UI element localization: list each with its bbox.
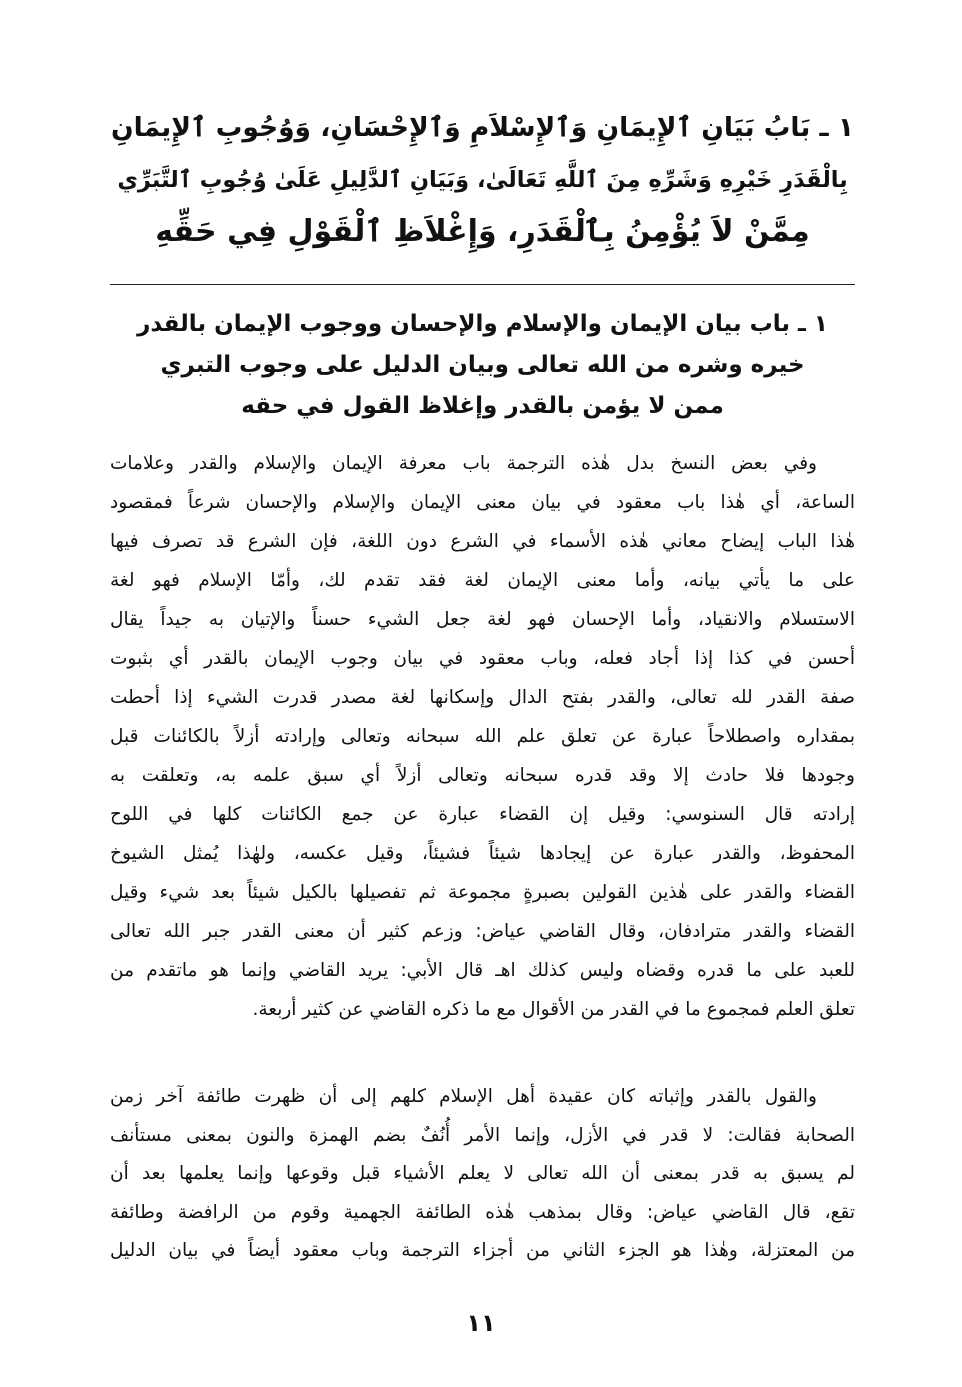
- paragraph-line: وفي بعض النسخ بدل هٰذه الترجمة باب معرفة الإيمان والإسلام والقدر وعلامات: [110, 453, 817, 474]
- paragraph-line: تقع، قال القاضي عياض: وقال بمذهب هٰذه الطائفة الجهمية وقوم من الرافضة وطائفة: [110, 1201, 855, 1223]
- chapter-heading-line: مِمَّنْ لاَ يُؤْمِنُ بِٱلْقَدَرِ، وَإِغْلاَظِ ٱلْقَوْلِ فِي حَقِّهِ: [155, 214, 810, 249]
- paragraph-line: من المعتزلة، وهٰذا هو الجزء الثاني من أجزاء الترجمة وباب معقود أيضاً في بيان الدليل: [110, 1240, 855, 1261]
- paragraph-line: للعبد على ما قدره وقضاه وليس كذلك اهـ قال الأبي: يريد القاضي وإنما هو ماتقدم من: [110, 960, 855, 981]
- paragraph-line: صفة القدر لله تعالى، والقدر بفتح الدال وإسكانها لغة مصدر قدرت الشيء إذا أحطت: [110, 687, 855, 708]
- paragraph-line: لم يسبق به قدر بمعنى أن الله تعالى لا يعلم الأشياء قبل وقوعها وإنما يعلمها بعد أن: [110, 1163, 855, 1184]
- paragraph-line: والقول بالقدر وإثباته كان عقيدة أهل الإسلام كلهم إلى أن ظهرت طائفة آخر زمن: [110, 1086, 817, 1107]
- chapter-heading-line: ١ ـ بَابُ بَيَانِ ٱلإِيمَانِ وَٱلإِسْلاَمِ وَٱلإِحْسَانِ، وَوُجُوبِ ٱلإِيمَانِ: [110, 112, 855, 143]
- chapter-subheading-line: ١ ـ باب بيان الإيمان والإسلام والإحسان ووجوب الإيمان بالقدر: [137, 311, 828, 337]
- paragraph-line: وجودها فلا حادث إلا وقد قدره سبحانه وتعالى أزلاً أي سبق علمه به، وتعلقت به: [110, 765, 855, 786]
- chapter-heading-line: بِالْقَدَرِ خَيْرِهِ وَشَرِّهِ مِنَ ٱللَّهِ تَعَالَىٰ، وَبَيَانِ ٱلدَّلِيلِ عَلَىٰ وُجُوبِ ٱلتَّبَرِّي: [117, 167, 848, 193]
- chapter-subheading-line: خيره وشره من الله تعالى وبيان الدليل على وجوب التبري: [160, 352, 805, 378]
- paragraph-line: الاستسلام والانقياد، وأما الإحسان فهو لغة جعل الشيء حسناً والإتيان به جيداً يقال: [110, 609, 855, 630]
- paragraph-line: القضاء والقدر مترادفان، وقال القاضي عياض: وزعم كثير أن معنى القدر جبر الله تعالى: [110, 921, 855, 942]
- paragraph-line: القضاء والقدر على هٰذين القولين بصبرةٍ مجموعة ثم تفصيلها بالكيل شيئاً بعد شيء وقيل: [110, 882, 855, 903]
- page-number: ١١: [466, 1309, 496, 1337]
- section-divider: [110, 284, 855, 285]
- paragraph-line: هٰذا الباب إيضاح معاني هٰذه الأسماء في الشرع دون اللغة، فإن الشرع قد تصرف فيها: [110, 531, 855, 552]
- paragraph-line: الصحابة فقالت: لا قدر في الأزل، وإنما الأمر أُنُفٌ بضم الهمزة والنون بمعنى مستأنف: [110, 1124, 855, 1146]
- chapter-subheading: [110, 304, 855, 427]
- paragraph-line: تعلق العلم فمجموع ما في القدر من الأقوال مع ما ذكره القاضي عن كثير أربعة.: [252, 999, 855, 1020]
- paragraph-line: إرادته قال السنوسي: وقيل إن القضاء عبارة عن جمع الكائنات كلها في اللوح: [110, 804, 855, 825]
- paragraph-line: على ما يأتي بيانه، وأما معنى الإيمان لغة فقد تقدم لك، وأمّا الإسلام فهو لغة: [110, 570, 855, 591]
- paragraph-line: أحسن في كذا إذا أجاد فعله، وباب معقود في بيان وجوب الإيمان بالقدر أي بثبوت: [110, 648, 855, 669]
- paragraph-line: بمقداره واصطلاحاً عبارة عن تعلق علم الله سبحانه وتعالى وإرادته أزلاً بالكائنات قبل: [110, 726, 855, 747]
- chapter-subheading-line: ممن لا يؤمن بالقدر وإغلاظ القول في حقه: [241, 393, 724, 419]
- paragraph-line: المحفوظ، والقدر عبارة عن إيجادها شيئاً فشيئاً، وقيل عكسه، ولهٰذا يُمثل الشيوخ: [110, 843, 855, 864]
- commentary-paragraph-1: [110, 444, 855, 1029]
- chapter-heading: [110, 102, 855, 258]
- paragraph-line: الساعة، أي هٰذا باب معقود في بيان معنى الإيمان والإسلام والإحسان شرعاً فمقصود: [110, 492, 855, 513]
- commentary-paragraph-2: [110, 1078, 855, 1271]
